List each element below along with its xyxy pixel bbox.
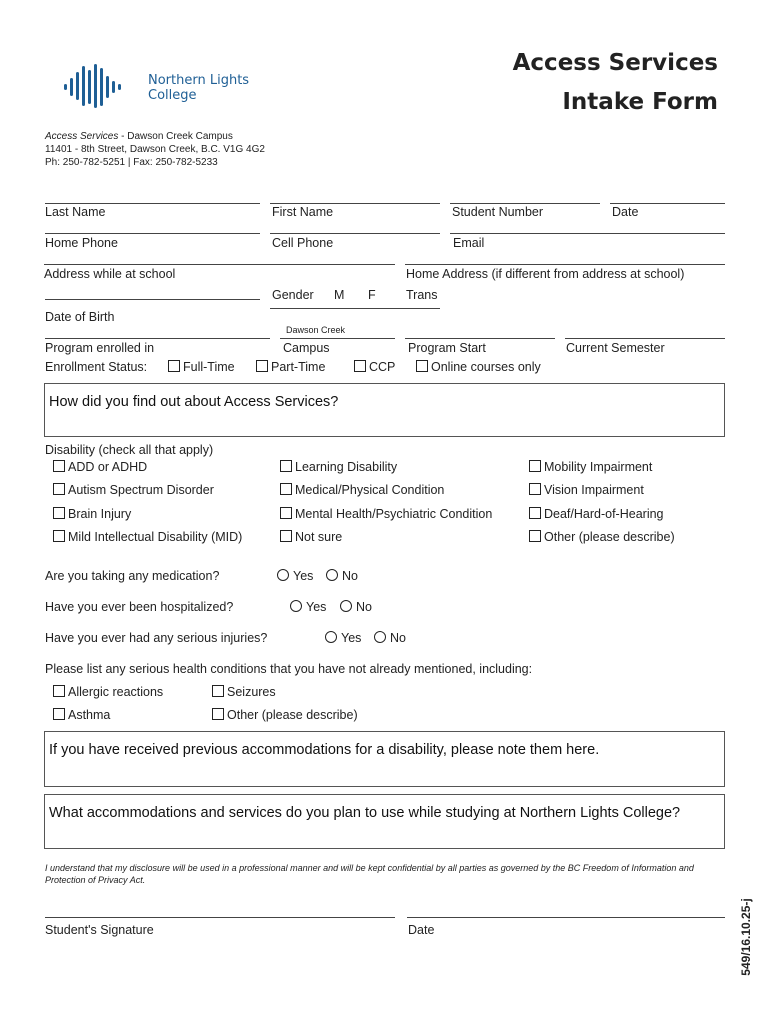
checkbox-icon [280, 530, 292, 542]
radio-icon [325, 631, 337, 643]
hospitalized-question: Have you ever been hospitalized? [45, 600, 234, 614]
current-semester-label: Current Semester [566, 341, 665, 355]
address-school-line[interactable] [44, 264, 395, 265]
campus-label: Campus [283, 341, 330, 355]
injuries-yes-radio[interactable] [325, 631, 361, 645]
part-time-checkbox[interactable] [256, 360, 325, 374]
checkbox-icon [280, 507, 292, 519]
home-address-label: Home Address (if different from address at school) [406, 267, 685, 281]
disability-option[interactable] [280, 507, 492, 521]
address-dept: Access Services [45, 131, 119, 142]
yes-label: Yes [341, 631, 362, 645]
disclosure-text: I understand that my disclosure will be used in a professional manner and will be kept confidential by all parties as governed by the BC Freedom of Information and Protection of Privacy Act. [45, 863, 694, 885]
checkbox-icon [529, 507, 541, 519]
part-time-label: Part-Time [271, 360, 326, 374]
checkbox-icon [168, 360, 180, 372]
logo-line1: Northern Lights [148, 73, 250, 88]
disability-option-label: Mental Health/Psychiatric Condition [295, 507, 493, 521]
enrollment-status-label: Enrollment Status: [45, 360, 148, 374]
disability-option-label: Medical/Physical Condition [295, 483, 445, 497]
ccp-label: CCP [369, 360, 396, 374]
disability-option-label: Deaf/Hard-of-Hearing [544, 507, 664, 521]
logo-mark-icon [62, 64, 132, 110]
dob-label: Date of Birth [45, 310, 115, 324]
full-time-checkbox[interactable] [168, 360, 235, 374]
checkbox-icon [529, 460, 541, 472]
disability-option-label: Mild Intellectual Disability (MID) [68, 530, 243, 544]
checkbox-icon [529, 530, 541, 542]
no-label: No [390, 631, 406, 645]
checkbox-icon [212, 708, 224, 720]
first-name-line[interactable] [270, 203, 440, 204]
radio-icon [277, 569, 289, 581]
previous-accommodations-box[interactable] [44, 731, 725, 787]
date-line[interactable] [610, 203, 725, 204]
checkbox-icon [53, 685, 65, 697]
radio-icon [326, 569, 338, 581]
injuries-question: Have you ever had any serious injuries? [45, 631, 268, 645]
previous-accommodations-label: If you have received previous accommodations for a disability, please note them here. [49, 742, 600, 758]
checkbox-icon [53, 507, 65, 519]
full-time-label: Full-Time [183, 360, 235, 374]
planned-accommodations-box[interactable] [44, 794, 725, 849]
checkbox-icon [53, 530, 65, 542]
address-street: 11401 - 8th Street, Dawson Creek, B.C. V1G 4G2 [45, 144, 265, 155]
health-other-checkbox[interactable] [212, 708, 358, 722]
checkbox-icon [212, 685, 224, 697]
address-campus: - Dawson Creek Campus [118, 131, 233, 142]
ccp-checkbox[interactable] [354, 360, 395, 374]
disability-option[interactable] [280, 530, 342, 544]
disability-option[interactable] [53, 483, 214, 497]
program-start-line[interactable] [405, 338, 555, 339]
no-label: No [342, 569, 358, 583]
radio-icon [374, 631, 386, 643]
hospitalized-no-radio[interactable] [340, 600, 372, 614]
medication-no-radio[interactable] [326, 569, 358, 583]
disability-option[interactable] [53, 507, 131, 521]
gender-m-option[interactable]: M [334, 288, 345, 302]
program-line[interactable] [45, 338, 270, 339]
program-start-label: Program Start [408, 341, 486, 355]
planned-accommodations-label: What accommodations and services do you plan to use while studying at Northern Lights College? [49, 805, 681, 821]
form-code: 549/16.10.25-j [739, 898, 753, 976]
disability-option-label: Not sure [295, 530, 343, 544]
last-name-label: Last Name [45, 205, 106, 219]
disability-option[interactable] [53, 530, 242, 544]
disability-option[interactable] [529, 483, 644, 497]
asthma-label: Asthma [68, 708, 111, 722]
yes-label: Yes [306, 600, 327, 614]
disability-option-label: Vision Impairment [544, 483, 644, 497]
gender-f-option[interactable]: F [368, 288, 376, 302]
disability-option-label: ADD or ADHD [68, 460, 148, 474]
campus-line[interactable] [280, 338, 395, 339]
medication-question: Are you taking any medication? [45, 569, 220, 583]
checkbox-icon [280, 460, 292, 472]
health-other-label: Other (please describe) [227, 708, 358, 722]
address-block [45, 130, 265, 169]
checkbox-icon [416, 360, 428, 372]
gender-label: Gender [272, 288, 314, 302]
disability-option-label: Autism Spectrum Disorder [68, 483, 214, 497]
disability-option[interactable] [280, 483, 444, 497]
checkbox-icon [53, 483, 65, 495]
asthma-checkbox[interactable] [53, 708, 110, 722]
disability-option-label: Mobility Impairment [544, 460, 653, 474]
program-label: Program enrolled in [45, 341, 155, 355]
online-label: Online courses only [431, 360, 541, 374]
student-number-label: Student Number [452, 205, 544, 219]
no-label: No [356, 600, 372, 614]
current-semester-line[interactable] [565, 338, 725, 339]
disability-heading: Disability (check all that apply) [45, 443, 214, 457]
first-name-label: First Name [272, 205, 334, 219]
disability-option-label: Other (please describe) [544, 530, 675, 544]
disability-option[interactable] [529, 507, 664, 521]
campus-value[interactable]: Dawson Creek [286, 325, 346, 335]
medication-yes-radio[interactable] [277, 569, 313, 583]
dob-line[interactable] [270, 308, 440, 309]
college-logo [62, 64, 262, 110]
disability-option[interactable] [529, 530, 675, 544]
find-out-label: How did you find out about Access Services? [49, 394, 339, 410]
hospitalized-yes-radio[interactable] [290, 600, 326, 614]
allergic-label: Allergic reactions [68, 685, 164, 699]
disability-option[interactable] [280, 460, 397, 474]
cell-phone-line[interactable] [270, 233, 440, 234]
home-phone-line[interactable] [45, 233, 260, 234]
address-school-line-2[interactable] [45, 299, 260, 300]
cell-phone-label: Cell Phone [272, 236, 334, 250]
form-title-line1: Access Services [512, 50, 718, 76]
email-label: Email [453, 236, 485, 250]
signature-date-label: Date [408, 923, 435, 937]
find-out-box[interactable] [44, 383, 725, 437]
checkbox-icon [53, 460, 65, 472]
yes-label: Yes [293, 569, 314, 583]
email-line[interactable] [450, 233, 725, 234]
signature-line[interactable] [45, 917, 395, 918]
home-phone-label: Home Phone [45, 236, 118, 250]
disability-option[interactable] [529, 460, 652, 474]
checkbox-icon [53, 708, 65, 720]
checkbox-icon [256, 360, 268, 372]
address-school-label: Address while at school [44, 267, 176, 281]
allergic-checkbox[interactable] [53, 685, 163, 699]
address-phone: Ph: 250-782-5251 | Fax: 250-782-5233 [45, 157, 218, 168]
form-title-line2: Intake Form [562, 89, 718, 115]
last-name-line[interactable] [45, 203, 260, 204]
radio-icon [340, 600, 352, 612]
health-heading: Please list any serious health conditions that you have not already mentioned, including: [45, 662, 533, 676]
checkbox-icon [280, 483, 292, 495]
gender-trans-option[interactable]: Trans [406, 288, 438, 302]
online-checkbox[interactable] [416, 360, 541, 374]
signature-date-line[interactable] [407, 917, 725, 918]
date-label: Date [612, 205, 639, 219]
signature-label: Student's Signature [45, 923, 154, 937]
radio-icon [290, 600, 302, 612]
disability-option[interactable] [53, 460, 147, 474]
checkbox-icon [354, 360, 366, 372]
logo-line2: College [148, 88, 197, 103]
injuries-no-radio[interactable] [374, 631, 406, 645]
home-address-line[interactable] [405, 264, 725, 265]
seizures-checkbox[interactable] [212, 685, 276, 699]
disability-option-label: Brain Injury [68, 507, 132, 521]
disability-option-label: Learning Disability [295, 460, 398, 474]
seizures-label: Seizures [227, 685, 276, 699]
student-number-line[interactable] [450, 203, 600, 204]
checkbox-icon [529, 483, 541, 495]
